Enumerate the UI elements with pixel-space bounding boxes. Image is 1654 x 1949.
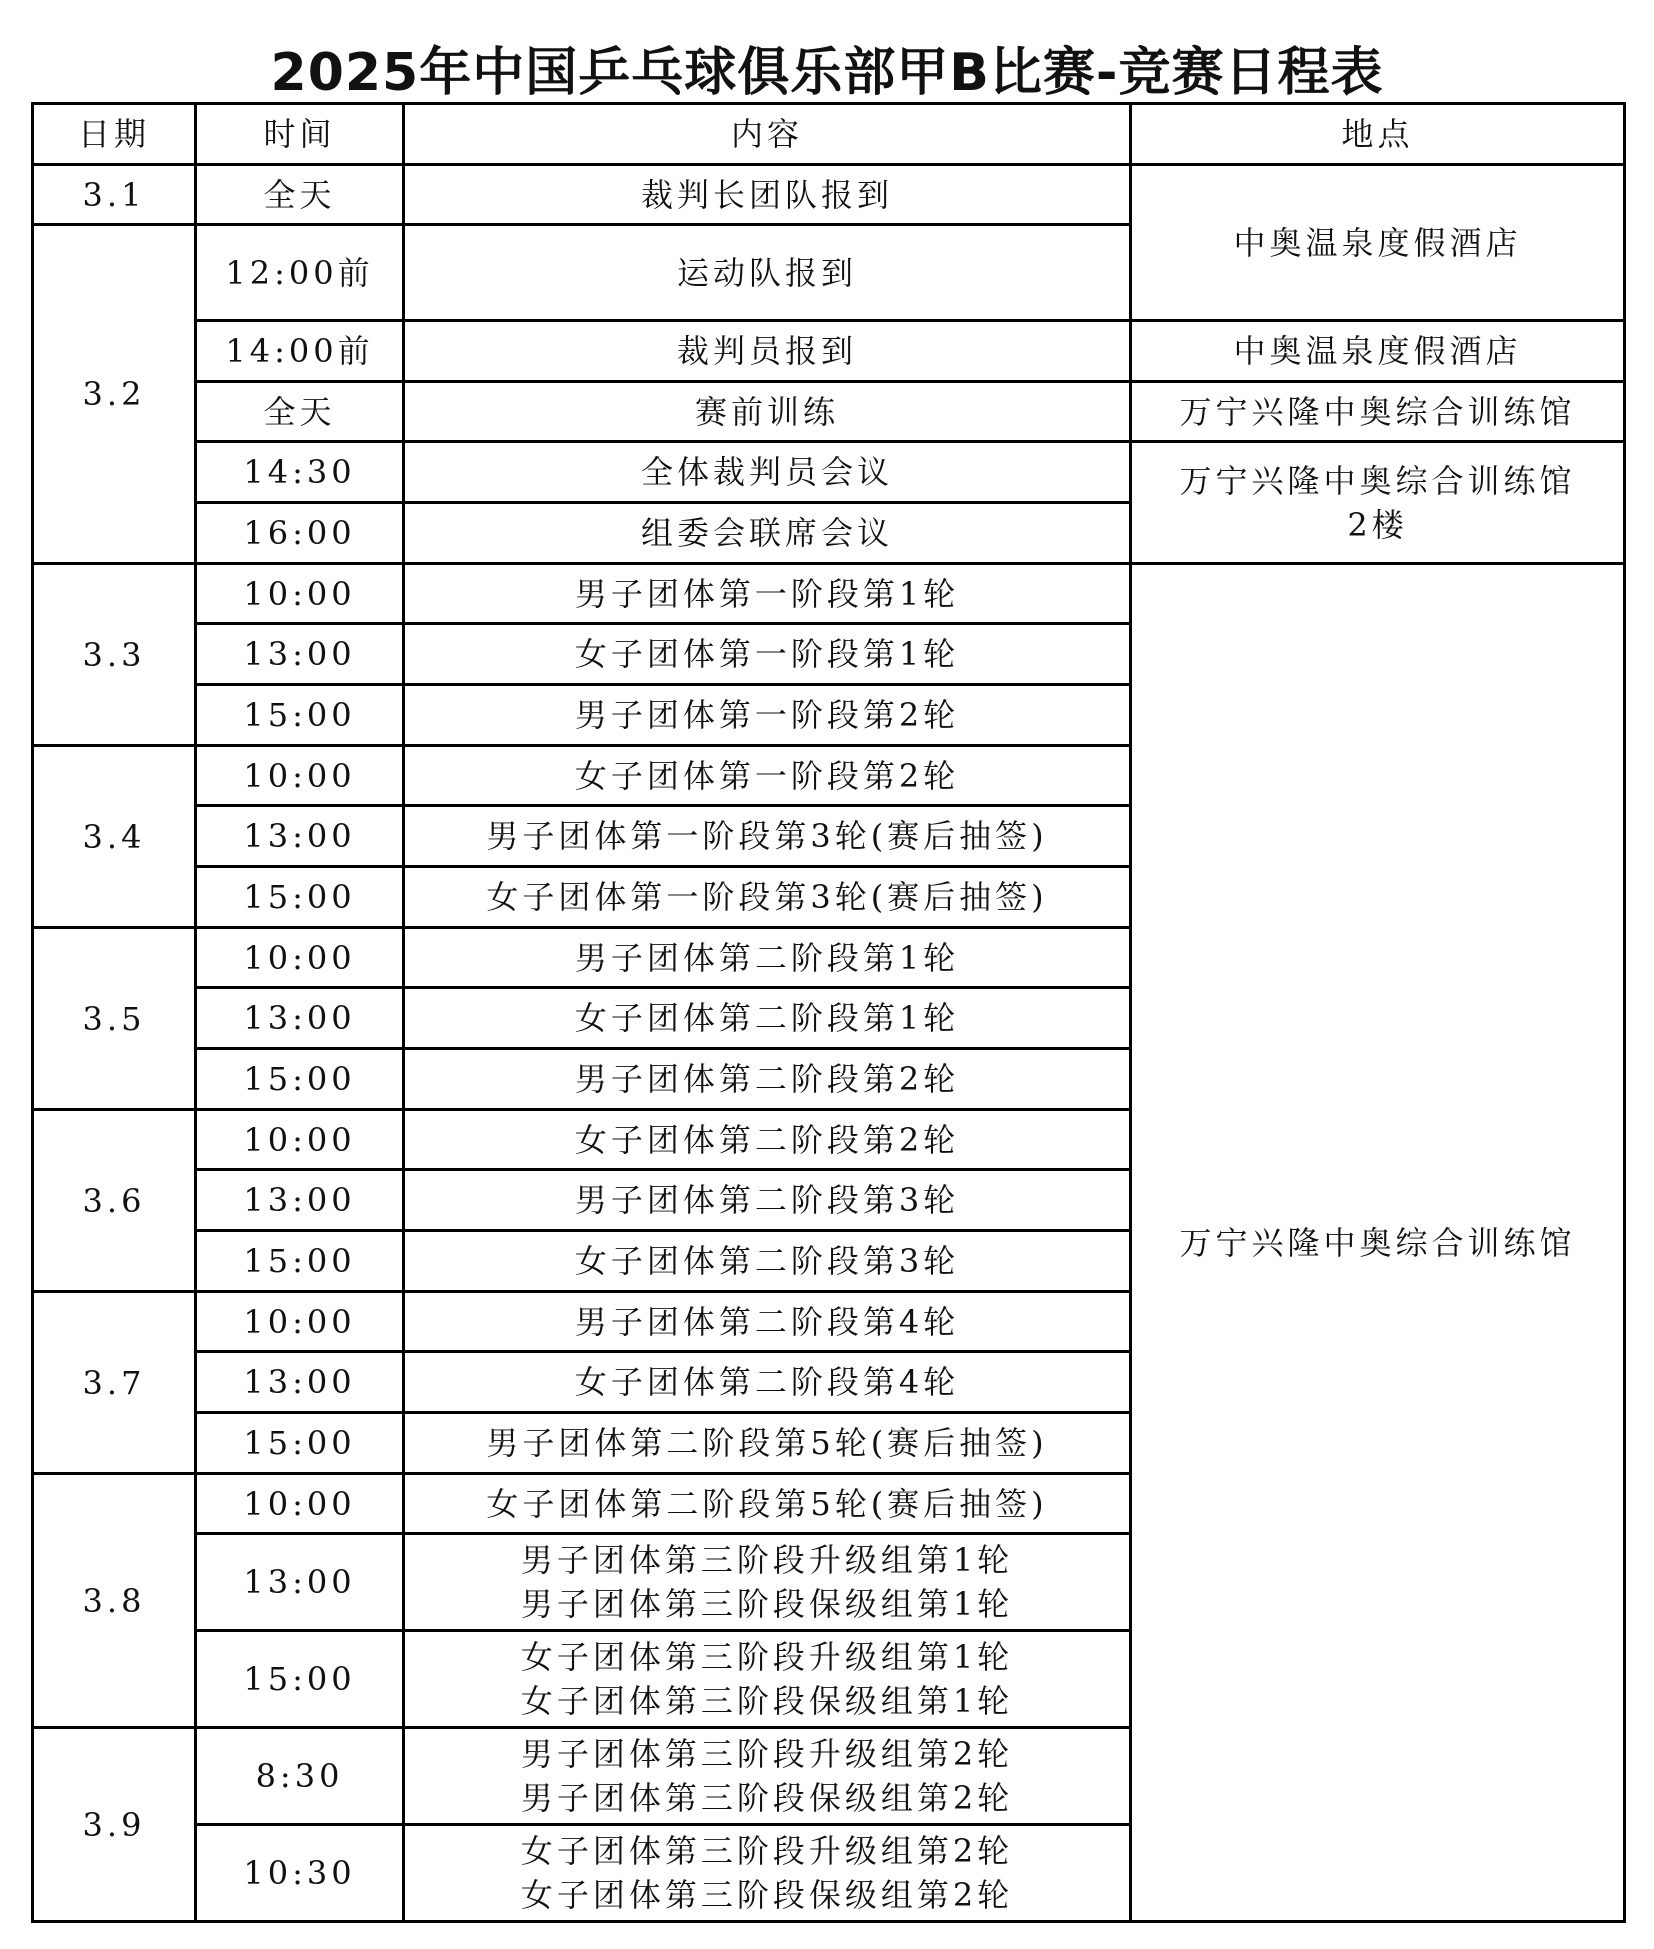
content-line: 男子团体第三阶段保级组第1轮	[520, 1585, 1014, 1623]
content-line: 女子团体第三阶段升级组第2轮	[520, 1832, 1014, 1870]
table-row	[33, 165, 1625, 225]
time-cell: 13:00	[196, 988, 404, 1049]
table-header-row	[33, 104, 1625, 165]
content-cell: 女子团体第二阶段第4轮	[404, 1352, 1131, 1413]
time-cell: 14:00前	[196, 321, 404, 382]
content-cell: 男子团体第二阶段第3轮	[404, 1170, 1131, 1231]
date-cell: 3.8	[33, 1474, 196, 1728]
content-cell: 女子团体第二阶段第1轮	[404, 988, 1131, 1049]
content-line: 女子团体第三阶段保级组第2轮	[520, 1876, 1014, 1914]
content-cell: 男子团体第二阶段第4轮	[404, 1292, 1131, 1352]
table-row	[33, 442, 1625, 503]
venue-cell: 中奥温泉度假酒店	[1131, 165, 1625, 321]
time-cell: 13:00	[196, 1534, 404, 1631]
header-date: 日期	[33, 104, 196, 165]
time-cell: 15:00	[196, 685, 404, 746]
content-line: 女子团体第三阶段升级组第1轮	[520, 1638, 1014, 1676]
header-venue: 地点	[1131, 104, 1625, 165]
content-cell: 运动队报到	[404, 225, 1131, 321]
venue-cell: 中奥温泉度假酒店	[1131, 321, 1625, 382]
time-cell: 16:00	[196, 503, 404, 564]
time-cell: 10:00	[196, 564, 404, 624]
content-cell: 裁判员报到	[404, 321, 1131, 382]
content-cell	[404, 1631, 1131, 1728]
content-cell: 赛前训练	[404, 382, 1131, 442]
venue-cell: 万宁兴隆中奥综合训练馆	[1131, 382, 1625, 442]
date-cell: 3.3	[33, 564, 196, 746]
content-cell: 男子团体第一阶段第3轮(赛后抽签)	[404, 806, 1131, 867]
venue-line: 万宁兴隆中奥综合训练馆	[1179, 461, 1576, 500]
content-cell: 全体裁判员会议	[404, 442, 1131, 503]
time-cell: 全天	[196, 382, 404, 442]
time-cell: 15:00	[196, 1049, 404, 1110]
content-cell: 女子团体第二阶段第2轮	[404, 1110, 1131, 1170]
time-cell: 15:00	[196, 1413, 404, 1474]
content-cell: 裁判长团队报到	[404, 165, 1131, 225]
time-cell: 10:00	[196, 928, 404, 988]
time-cell: 10:00	[196, 1474, 404, 1534]
content-cell: 男子团体第二阶段第5轮(赛后抽签)	[404, 1413, 1131, 1474]
time-cell: 15:00	[196, 867, 404, 928]
content-cell	[404, 1534, 1131, 1631]
time-cell: 13:00	[196, 806, 404, 867]
time-cell: 10:30	[196, 1825, 404, 1922]
table-row	[33, 564, 1625, 624]
content-cell: 女子团体第一阶段第1轮	[404, 624, 1131, 685]
venue-cell	[1131, 442, 1625, 564]
content-cell: 女子团体第一阶段第2轮	[404, 746, 1131, 806]
time-cell: 14:30	[196, 442, 404, 503]
date-cell: 3.5	[33, 928, 196, 1110]
header-time: 时间	[196, 104, 404, 165]
venue-line: 2楼	[1347, 505, 1408, 544]
content-cell	[404, 1825, 1131, 1922]
time-cell: 全天	[196, 165, 404, 225]
content-cell: 男子团体第二阶段第1轮	[404, 928, 1131, 988]
time-cell: 15:00	[196, 1631, 404, 1728]
date-cell: 3.2	[33, 225, 196, 564]
time-cell: 12:00前	[196, 225, 404, 321]
time-cell: 13:00	[196, 624, 404, 685]
table-row	[33, 382, 1625, 442]
content-line: 男子团体第三阶段升级组第1轮	[520, 1541, 1014, 1579]
venue-cell: 万宁兴隆中奥综合训练馆	[1131, 564, 1625, 1922]
time-cell: 10:00	[196, 746, 404, 806]
content-cell	[404, 1728, 1131, 1825]
content-cell: 男子团体第一阶段第2轮	[404, 685, 1131, 746]
content-cell: 女子团体第一阶段第3轮(赛后抽签)	[404, 867, 1131, 928]
content-line: 男子团体第三阶段升级组第2轮	[520, 1735, 1014, 1773]
date-cell: 3.4	[33, 746, 196, 928]
date-cell: 3.7	[33, 1292, 196, 1474]
time-cell: 13:00	[196, 1170, 404, 1231]
table-row	[33, 321, 1625, 382]
content-line: 男子团体第三阶段保级组第2轮	[520, 1779, 1014, 1817]
header-content: 内容	[404, 104, 1131, 165]
content-cell: 男子团体第二阶段第2轮	[404, 1049, 1131, 1110]
date-cell: 3.9	[33, 1728, 196, 1922]
page-title: 2025年中国乒乓球俱乐部甲B比赛-竞赛日程表	[270, 43, 1384, 103]
content-cell: 男子团体第一阶段第1轮	[404, 564, 1131, 624]
schedule-table	[31, 102, 1626, 1923]
content-line: 女子团体第三阶段保级组第1轮	[520, 1682, 1014, 1720]
content-cell: 组委会联席会议	[404, 503, 1131, 564]
time-cell: 15:00	[196, 1231, 404, 1292]
content-cell: 女子团体第二阶段第3轮	[404, 1231, 1131, 1292]
date-cell: 3.6	[33, 1110, 196, 1292]
content-cell: 女子团体第二阶段第5轮(赛后抽签)	[404, 1474, 1131, 1534]
time-cell: 10:00	[196, 1110, 404, 1170]
time-cell: 13:00	[196, 1352, 404, 1413]
time-cell: 10:00	[196, 1292, 404, 1352]
time-cell: 8:30	[196, 1728, 404, 1825]
date-cell: 3.1	[33, 165, 196, 225]
